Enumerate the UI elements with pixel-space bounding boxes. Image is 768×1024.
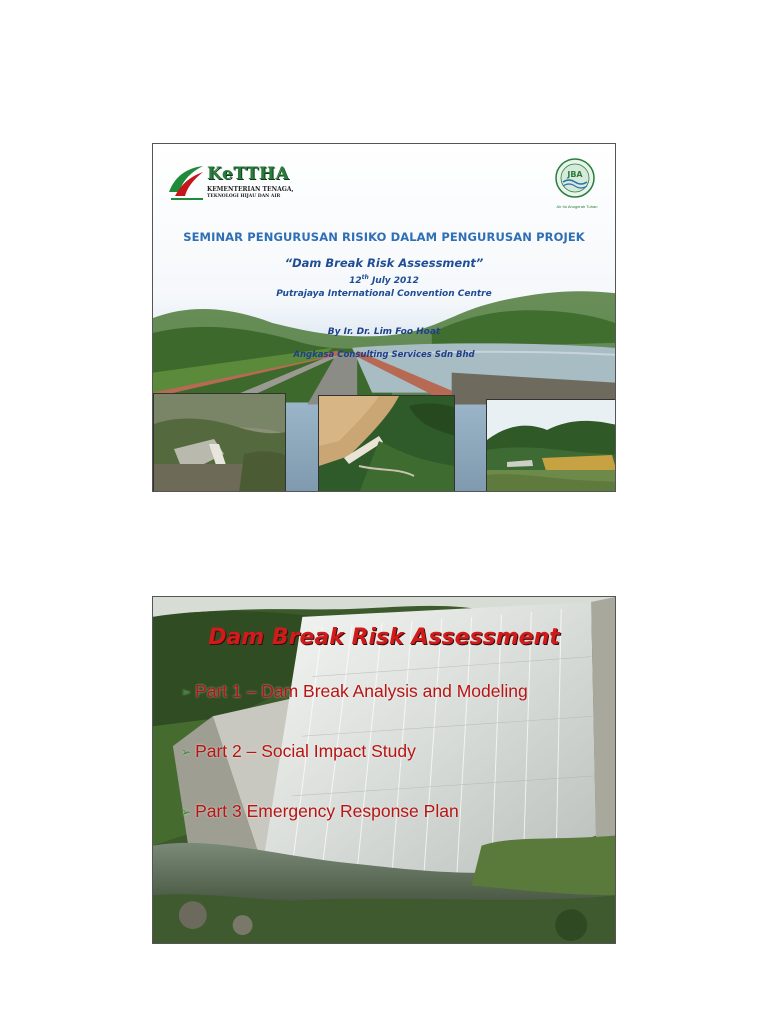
ketttha-name: KeTTHA (207, 164, 290, 184)
photo-spillway (153, 393, 286, 492)
company: Angkasa Consulting Services Sdn Bhd (293, 350, 475, 360)
author: By Ir. Dr. Lim Foo Hoat (327, 327, 441, 337)
talk-date (153, 274, 615, 286)
bullet-text: Part 2 – Social Impact Study (195, 741, 416, 761)
arrow-bullet-icon: ➢ (181, 745, 192, 759)
ketttha-logo (167, 162, 301, 206)
arrow-bullet-icon: ➢ (181, 685, 192, 699)
seminar-title: SEMINAR PENGURUSAN RISIKO DALAM PENGURUSAN PROJEK (183, 230, 585, 244)
date-day: 12 (349, 276, 362, 286)
slide-1 (152, 143, 616, 492)
jba-motto: Air Itu Anugerah Tuhan (556, 204, 598, 209)
bullet-text: Part 3 Emergency Response Plan (195, 801, 459, 821)
ministry-line-1: KEMENTERIAN TENAGA, (207, 186, 294, 193)
photo-settling-pond (486, 399, 616, 492)
ministry-line-2: TEKNOLOGI HIJAU DAN AIR (207, 194, 281, 199)
talk-title: “Dam Break Risk Assessment” (284, 256, 484, 270)
bullet-item (181, 741, 416, 762)
arrow-bullet-icon: ➢ (181, 805, 192, 819)
bullet-item (181, 681, 528, 702)
slide-2 (152, 596, 616, 944)
venue: Putrajaya International Convention Centre (276, 289, 492, 299)
bullet-text: Part 1 – Dam Break Analysis and Modeling (195, 681, 528, 701)
bullet-item (181, 801, 459, 822)
jba-logo (541, 154, 613, 210)
jba-seal-text: JBA (567, 170, 583, 179)
date-suffix: th (361, 274, 369, 281)
photo-aerial-dam (318, 395, 455, 492)
ketttha-swoosh-logo-icon (167, 162, 205, 200)
slide-2-title: Dam Break Risk Assessment (208, 625, 560, 650)
jba-seal-logo-icon (555, 158, 595, 198)
date-rest: July 2012 (368, 276, 419, 286)
